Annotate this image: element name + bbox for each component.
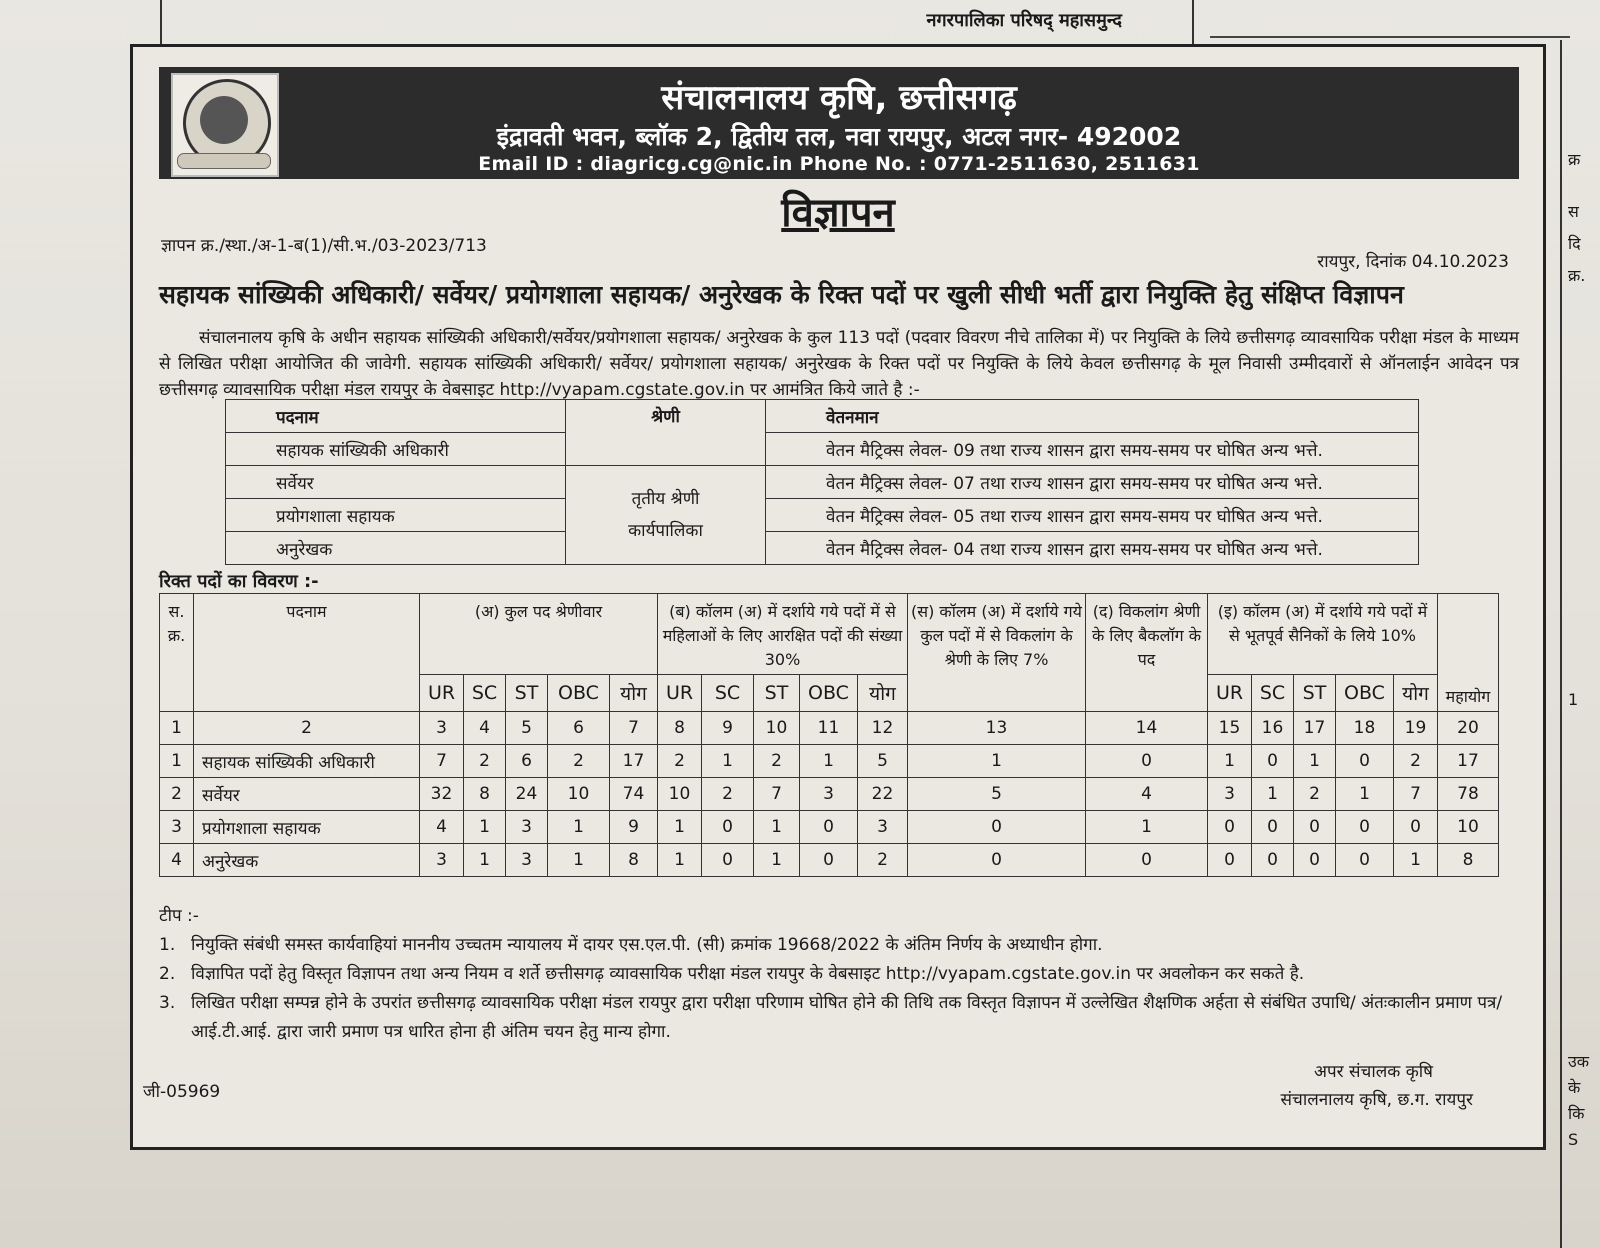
subheader-cell: योग	[858, 675, 908, 712]
table-row	[160, 745, 1499, 778]
post-cell: सर्वेयर	[226, 466, 566, 499]
note-item	[159, 989, 1509, 1047]
fragment-text: के	[1568, 1078, 1581, 1097]
value-cell: 1	[1086, 811, 1208, 844]
value-cell: 6	[548, 712, 610, 745]
signatory-title: अपर संचालक कृषि	[1314, 1062, 1433, 1082]
value-cell: 1	[658, 811, 702, 844]
value-cell: 0	[1252, 811, 1294, 844]
ad-subject: सहायक सांख्यिकी अधिकारी/ सर्वेयर/ प्रयोगशाला सहायक/ अनुरेखक के रिक्त पदों पर खुली सीधी भर्ती द्वारा नियुक्ति हेतु संक्षिप्त विज्ञापन	[159, 280, 1404, 309]
pay-cell: वेतन मैट्रिक्स लेवल- 07 तथा राज्य शासन द्वारा समय-समय पर घोषित अन्य भत्ते.	[766, 466, 1419, 499]
value-cell: 1	[160, 712, 194, 745]
subheader-cell: ST	[506, 675, 548, 712]
value-cell: 5	[858, 745, 908, 778]
vacancy-table	[159, 593, 1499, 877]
table-row	[160, 844, 1499, 877]
subheader-cell: OBC	[800, 675, 858, 712]
value-cell: 5	[908, 778, 1086, 811]
value-cell: 10	[1438, 811, 1499, 844]
value-cell: 3	[506, 811, 548, 844]
subheader-cell: ST	[1294, 675, 1336, 712]
subheader-cell: ST	[754, 675, 800, 712]
header-cell: पदनाम	[226, 400, 566, 433]
value-cell: 1	[754, 811, 800, 844]
value-cell: 0	[1294, 811, 1336, 844]
value-cell: 0	[908, 844, 1086, 877]
subheader-cell: योग	[1394, 675, 1438, 712]
value-cell: 24	[506, 778, 548, 811]
value-cell: 0	[1086, 844, 1208, 877]
subheader-cell: UR	[420, 675, 464, 712]
signatory-office: संचालनालय कृषि, छ.ग. रायपुर	[1280, 1090, 1473, 1110]
department-title: संचालनालय कृषि, छत्तीसगढ़	[661, 78, 1017, 118]
table-row	[160, 778, 1499, 811]
value-cell: 3	[420, 844, 464, 877]
value-cell: 3	[506, 844, 548, 877]
subheader-cell: SC	[702, 675, 754, 712]
post-name-cell: प्रयोगशाला सहायक	[194, 811, 420, 844]
header-cell: (इ) कॉलम (अ) में दर्शाये गये पदों में से भूतपूर्व सैनिकों के लिये 10%	[1208, 594, 1438, 675]
value-cell: 15	[1208, 712, 1252, 745]
value-cell: 10	[754, 712, 800, 745]
value-cell: 12	[858, 712, 908, 745]
value-cell: 4	[160, 844, 194, 877]
value-cell: 0	[1208, 844, 1252, 877]
value-cell: 0	[1086, 745, 1208, 778]
value-cell: 2	[160, 778, 194, 811]
value-cell: 2	[548, 745, 610, 778]
category-cell	[566, 466, 766, 565]
value-cell: 0	[1252, 745, 1294, 778]
value-cell: 10	[548, 778, 610, 811]
subheader-cell: योग	[610, 675, 658, 712]
note-item	[159, 931, 1509, 960]
value-cell: 0	[1336, 811, 1394, 844]
table-row	[226, 433, 1419, 466]
header-cell: वेतनमान	[766, 400, 1419, 433]
value-cell: 2	[702, 778, 754, 811]
value-cell: 3	[1208, 778, 1252, 811]
value-cell: 0	[702, 844, 754, 877]
value-cell: 8	[1438, 844, 1499, 877]
note-number: 1.	[159, 935, 176, 955]
post-cell: अनुरेखक	[226, 532, 566, 565]
pay-cell: वेतन मैट्रिक्स लेवल- 09 तथा राज्य शासन द्वारा समय-समय पर घोषित अन्य भत्ते.	[766, 433, 1419, 466]
header-cell: (स) कॉलम (अ) में दर्शाये गये कुल पदों में से विकलांग के श्रेणी के लिए 7%	[908, 594, 1086, 712]
fragment-text: क्र	[1568, 150, 1581, 169]
value-cell: 4	[464, 712, 506, 745]
value-cell: 10	[658, 778, 702, 811]
header-cell: महायोग	[1438, 594, 1499, 712]
header-cell: पदनाम	[194, 594, 420, 712]
table-row	[226, 400, 1419, 433]
note-item	[159, 960, 1509, 989]
dateline: रायपुर, दिनांक 04.10.2023	[1317, 252, 1509, 272]
value-cell: 1	[1252, 778, 1294, 811]
value-cell: 20	[1438, 712, 1499, 745]
value-cell: 2	[1394, 745, 1438, 778]
value-cell: 32	[420, 778, 464, 811]
department-contact: Email ID : diagricg.cg@nic.in Phone No. : 0771-2511630, 2511631	[478, 153, 1200, 175]
value-cell: 74	[610, 778, 658, 811]
vacancy-table-body	[160, 712, 1499, 877]
note-text: विज्ञापित पदों हेतु विस्तृत विज्ञापन तथा अन्य नियम व शर्ते छत्तीसगढ़ व्यावसायिक परीक्षा मंडल रायपुर के वेबसाइट http://vyapam.cgstate.gov.in पर अवलोकन कर सकते है.	[191, 964, 1305, 984]
value-cell: 14	[1086, 712, 1208, 745]
value-cell: 1	[1394, 844, 1438, 877]
ad-code: जी-05969	[143, 1082, 221, 1102]
value-cell: 0	[1252, 844, 1294, 877]
header-cell: (अ) कुल पद श्रेणीवार	[420, 594, 658, 675]
table-row	[160, 811, 1499, 844]
value-cell: 1	[800, 745, 858, 778]
value-cell: 1	[1294, 745, 1336, 778]
subheader-cell: SC	[1252, 675, 1294, 712]
header-cell: (ब) कॉलम (अ) में दर्शाये गये पदों में से महिलाओं के लिए आरक्षित पदों की संख्या 30%	[658, 594, 908, 675]
value-cell: 1	[464, 811, 506, 844]
post-name-cell: सर्वेयर	[194, 778, 420, 811]
value-cell: 11	[800, 712, 858, 745]
value-cell: 17	[1438, 745, 1499, 778]
note-text: लिखित परीक्षा सम्पन्न होने के उपरांत छत्तीसगढ़ व्यावसायिक परीक्षा मंडल रायपुर द्वारा परीक्षा परिणाम घोषित होने की तिथि तक विस्तृत विज्ञापन में उल्लेखित शैक्षणिक अर्हता से संबंधित उपाधि/ अंतःकालीन प्रमाण पत्र/ आई.टी.आई. द्वारा जारी प्रमाण पत्र धारित होना ही अंतिम चयन हेतु मान्य होगा.	[191, 993, 1503, 1042]
post-name-cell: 2	[194, 712, 420, 745]
value-cell: 4	[1086, 778, 1208, 811]
value-cell: 3	[858, 811, 908, 844]
value-cell: 17	[1294, 712, 1336, 745]
table-row	[226, 532, 1419, 565]
value-cell: 1	[658, 844, 702, 877]
fragment-text: उक	[1568, 1052, 1590, 1071]
table-row	[160, 594, 1499, 675]
post-cell: सहायक सांख्यिकी अधिकारी	[226, 433, 566, 466]
value-cell: 2	[1294, 778, 1336, 811]
value-cell: 1	[1208, 745, 1252, 778]
value-cell: 0	[1394, 811, 1438, 844]
notes-title: टीप :-	[159, 906, 199, 926]
subheader-cell: OBC	[1336, 675, 1394, 712]
category-line: तृतीय श्रेणी	[631, 489, 700, 509]
value-cell: 2	[658, 745, 702, 778]
table-row	[226, 499, 1419, 532]
fragment-text: S	[1568, 1130, 1579, 1149]
value-cell: 13	[908, 712, 1086, 745]
value-cell: 78	[1438, 778, 1499, 811]
value-cell: 7	[754, 778, 800, 811]
fragment-text: स	[1568, 202, 1579, 221]
value-cell: 1	[464, 844, 506, 877]
subheader-cell: SC	[464, 675, 506, 712]
value-cell: 0	[908, 811, 1086, 844]
intro-paragraph: संचालनालय कृषि के अधीन सहायक सांख्यिकी अधिकारी/सर्वेयर/प्रयोगशाला सहायक/ अनुरेखक के कुल 113 पदों (पदवार विवरण नीचे तालिका में) पर नियुक्ति के लिये छत्तीसगढ़ व्यावसायिक परीक्षा मंडल के माध्यम से लिखित परीक्षा आयोजित की जावेगी. सहायक सांख्यिकी अधिकारी/ सर्वेयर/ प्रयोगशाला सहायक/ अनुरेखक के रिक्त पदों पर नियुक्ति के लिये केवल छत्तीसगढ़ के मूल निवासी उम्मीदवारों से ऑनलाईन आवेदन पत्र छत्तीसगढ़ व्यावसायिक परीक्षा मंडल रायपुर के वेबसाइट http://vyapam.cgstate.gov.in पर आमंत्रित किये जाते है :-	[159, 328, 1520, 400]
value-cell: 7	[420, 745, 464, 778]
value-cell: 18	[1336, 712, 1394, 745]
pay-cell: वेतन मैट्रिक्स लेवल- 05 तथा राज्य शासन द्वारा समय-समय पर घोषित अन्य भत्ते.	[766, 499, 1419, 532]
value-cell: 0	[1336, 745, 1394, 778]
post-cell: प्रयोगशाला सहायक	[226, 499, 566, 532]
value-cell: 16	[1252, 712, 1294, 745]
subheader-cell: UR	[1208, 675, 1252, 712]
value-cell: 2	[754, 745, 800, 778]
category-line: कार्यपालिका	[628, 521, 703, 541]
value-cell: 1	[548, 844, 610, 877]
value-cell: 1	[754, 844, 800, 877]
fragment-text: 1	[1568, 690, 1579, 709]
value-cell: 0	[1208, 811, 1252, 844]
fragment-text: दि	[1568, 234, 1581, 253]
value-cell: 0	[1294, 844, 1336, 877]
note-number: 2.	[159, 964, 176, 984]
value-cell: 22	[858, 778, 908, 811]
notes-list	[159, 931, 1509, 1047]
value-cell: 0	[1336, 844, 1394, 877]
post-name-cell: अनुरेखक	[194, 844, 420, 877]
fragment-text: कि	[1568, 1104, 1585, 1123]
value-cell: 9	[702, 712, 754, 745]
value-cell: 7	[610, 712, 658, 745]
masthead-text: नगरपालिका परिषद् महासमुन्द	[926, 10, 1122, 31]
header-cell: स. क्र.	[160, 594, 194, 712]
value-cell: 8	[658, 712, 702, 745]
fragment-text: क्र.	[1568, 266, 1586, 285]
ad-header	[159, 67, 1519, 179]
value-cell: 9	[610, 811, 658, 844]
value-cell: 2	[858, 844, 908, 877]
advertisement	[130, 44, 1546, 1150]
vacancy-title: रिक्त पदों का विवरण :-	[159, 571, 319, 592]
post-name-cell: सहायक सांख्यिकी अधिकारी	[194, 745, 420, 778]
header-cell: (द) विकलांग श्रेणी के लिए बैकलॉग के पद	[1086, 594, 1208, 712]
note-text: नियुक्ति संबंधी समस्त कार्यवाहियां माननीय उच्चतम न्यायालय में दायर एस.एल.पी. (सी) क्रमांक 19668/2022 के अंतिम निर्णय के अध्याधीन होगा.	[191, 935, 1103, 955]
reference-number: ज्ञापन क्र./स्था./अ-1-ब(1)/सी.भ./03-2023/713	[161, 236, 487, 256]
column-rule	[1210, 36, 1570, 38]
department-address: इंद्रावती भवन, ब्लॉक 2, द्वितीय तल, नवा रायपुर, अटल नगर- 492002	[496, 122, 1182, 151]
ad-heading: विज्ञापन	[781, 190, 895, 236]
value-cell: 0	[800, 811, 858, 844]
value-cell: 17	[610, 745, 658, 778]
value-cell: 8	[610, 844, 658, 877]
table-row	[226, 466, 1419, 499]
subheader-cell: UR	[658, 675, 702, 712]
value-cell: 5	[506, 712, 548, 745]
right-column-fragment	[1560, 40, 1600, 1248]
value-cell: 3	[160, 811, 194, 844]
value-cell: 1	[160, 745, 194, 778]
header-cell: श्रेणी	[566, 400, 766, 466]
value-cell: 3	[800, 778, 858, 811]
note-number: 3.	[159, 993, 176, 1013]
value-cell: 1	[548, 811, 610, 844]
value-cell: 8	[464, 778, 506, 811]
value-cell: 3	[420, 712, 464, 745]
value-cell: 4	[420, 811, 464, 844]
value-cell: 1	[908, 745, 1086, 778]
value-cell: 0	[702, 811, 754, 844]
value-cell: 0	[800, 844, 858, 877]
value-cell: 1	[1336, 778, 1394, 811]
table-row	[160, 712, 1499, 745]
value-cell: 7	[1394, 778, 1438, 811]
pay-scale-table	[225, 399, 1419, 565]
value-cell: 1	[702, 745, 754, 778]
masthead-strip	[160, 0, 1194, 46]
pay-cell: वेतन मैट्रिक्स लेवल- 04 तथा राज्य शासन द्वारा समय-समय पर घोषित अन्य भत्ते.	[766, 532, 1419, 565]
value-cell: 2	[464, 745, 506, 778]
value-cell: 19	[1394, 712, 1438, 745]
value-cell: 6	[506, 745, 548, 778]
subheader-cell: OBC	[548, 675, 610, 712]
